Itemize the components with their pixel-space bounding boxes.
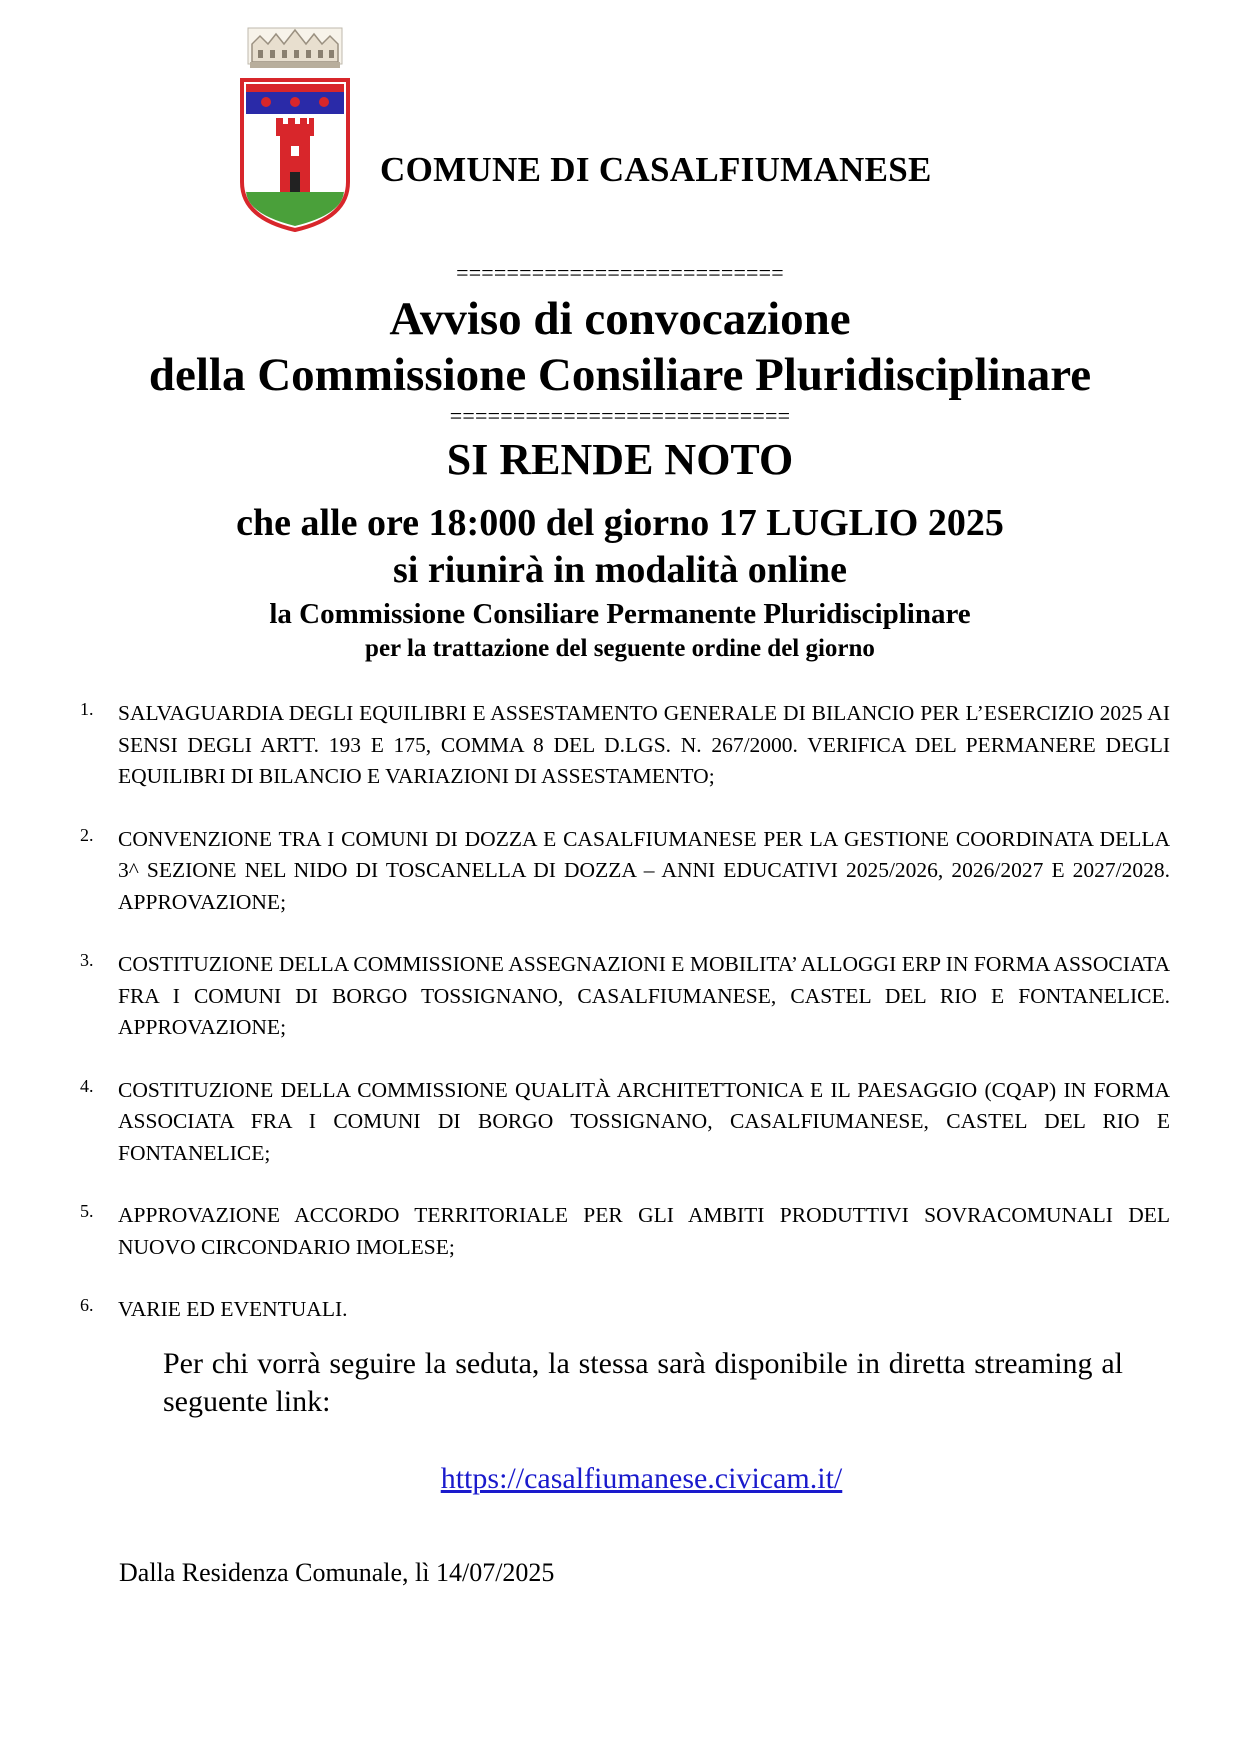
meeting-mode-line: si riunirà in modalità online: [393, 549, 847, 591]
agenda-item-text: APPROVAZIONE ACCORDO TERRITORIALE PER GLI AMBITI PRODUTTIVI SOVRACOMUNALI DEL NUOVO CIRCONDARIO IMOLESE;: [118, 1203, 1170, 1259]
agenda-item-text: COSTITUZIONE DELLA COMMISSIONE ASSEGNAZIONI E MOBILITA’ ALLOGGI ERP IN FORMA ASSOCIATA FRA I COMUNI DI BORGO TOSSIGNANO, CASALFIUMANESE, CASTEL DEL RIO E FONTANELICE. APPROVAZIONE;: [118, 952, 1170, 1039]
streaming-notice: Per chi vorrà seguire la seduta, la stessa sarà disponibile in diretta streaming al seguente link:: [163, 1347, 1123, 1418]
agenda-item-number: 6.: [80, 1295, 94, 1315]
separator-top: ==========================: [456, 260, 784, 285]
notice-title: Avviso di convocazione: [389, 293, 851, 345]
agenda-item-number: 4.: [80, 1075, 94, 1096]
agenda-item-text: CONVENZIONE TRA I COMUNI DI DOZZA E CASALFIUMANESE PER LA GESTIONE COORDINATA DELLA 3^ SEZIONE NEL NIDO DI TOSCANELLA DI DOZZA – ANNI EDUCATIVI 2025/2026, 2026/2027 E 2027/2028. APPROVAZIONE;: [118, 826, 1170, 914]
coat-of-arms-icon: [232, 22, 358, 234]
agenda-list: [80, 698, 1170, 1326]
streaming-link[interactable]: https://casalfiumanese.civicam.it/: [440, 1462, 843, 1495]
agenda-item-number: 5.: [80, 1201, 94, 1221]
agenda-item-number: 3.: [80, 950, 94, 970]
agenda-item: [80, 1075, 1170, 1170]
agenda-item: [80, 949, 1170, 1044]
separator-bottom: ===========================: [449, 403, 791, 428]
meeting-time-line: che alle ore 18:000 del giorno 17 LUGLIO 2025: [236, 502, 1004, 544]
agenda-item: [80, 1294, 1170, 1326]
purpose-line: per la trattazione del seguente ordine del giorno: [365, 635, 875, 662]
closing-date-line: Dalla Residenza Comunale, lì 14/07/2025: [119, 1558, 555, 1587]
agenda-item: [80, 824, 1170, 919]
agenda-item: [80, 1200, 1170, 1263]
agenda-item-text: COSTITUZIONE DELLA COMMISSIONE QUALITÀ ARCHITETTONICA E IL PAESAGGIO (CQAP) IN FORMA ASSOCIATA FRA I COMUNI DI BORGO TOSSIGNANO, CASALFIUMANESE, CASTEL DEL RIO E FONTANELICE;: [118, 1077, 1170, 1165]
announcement-heading: SI RENDE NOTO: [446, 435, 794, 484]
agenda-item-text: SALVAGUARDIA DEGLI EQUILIBRI E ASSESTAMENTO GENERALE DI BILANCIO PER L’ESERCIZIO 2025 AI SENSI DEGLI ARTT. 193 E 175, COMMA 8 DEL D.LGS. N. 267/2000. VERIFICA DEL PERMANERE DEGLI EQUILIBRI DI BILANCIO E VARIAZIONI DI ASSESTAMENTO;: [118, 701, 1170, 788]
municipality-name: COMUNE DI CASALFIUMANESE: [380, 150, 932, 189]
agenda-item-text: VARIE ED EVENTUALI.: [118, 1297, 348, 1321]
commission-line: la Commissione Consiliare Permanente Pluridisciplinare: [269, 598, 971, 630]
agenda-item: [80, 698, 1170, 793]
notice-subtitle: della Commissione Consiliare Pluridisciplinare: [148, 349, 1092, 401]
agenda-item-number: 2.: [80, 824, 94, 845]
agenda-item-number: 1.: [80, 699, 94, 719]
